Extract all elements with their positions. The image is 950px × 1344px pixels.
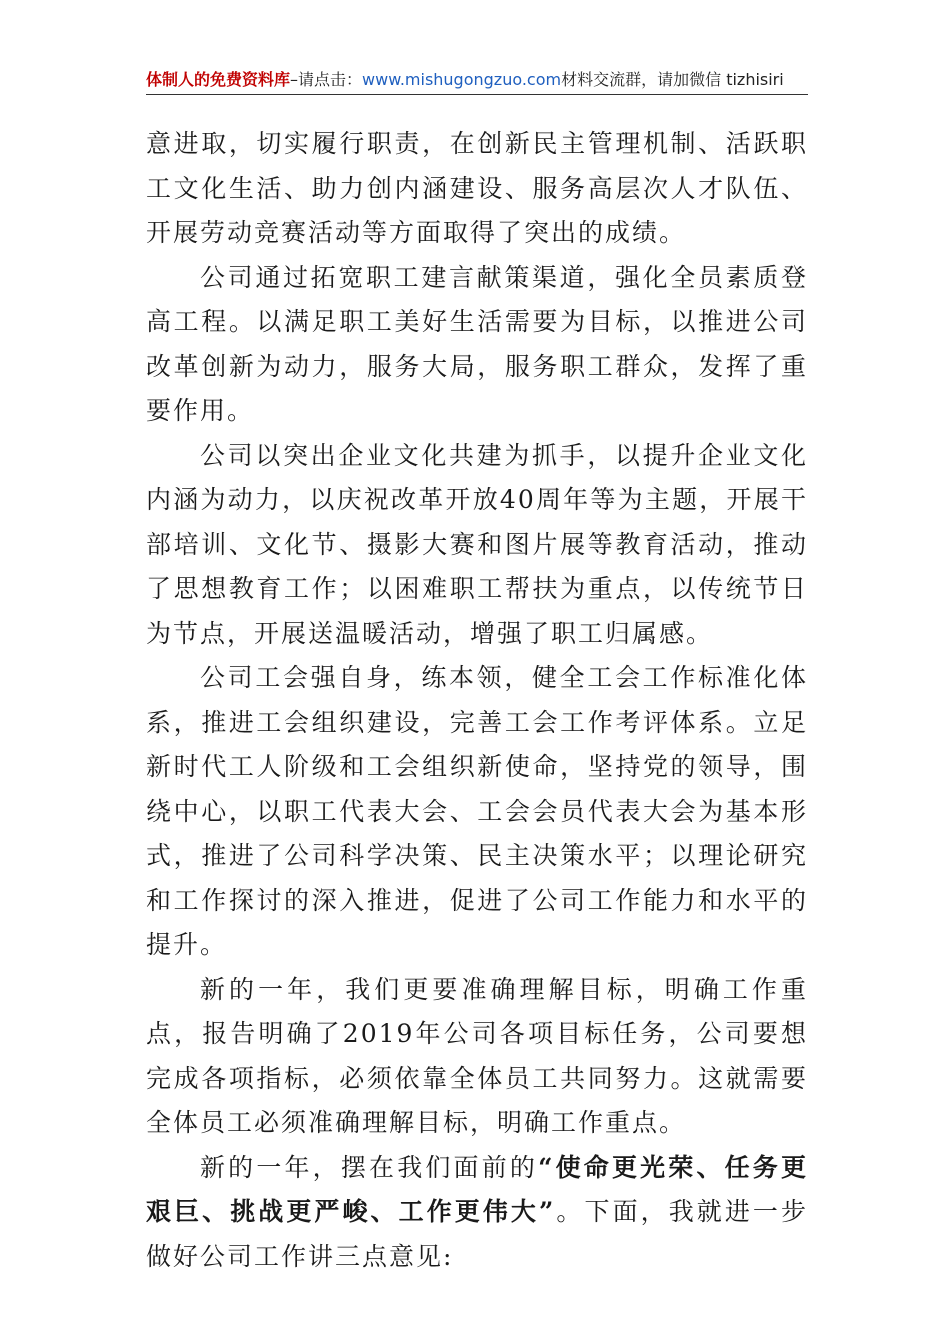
paragraph-culture: 公司以突出企业文化共建为抓手，以提升企业文化内涵为动力，以庆祝改革开放40周年等为主题，开展干部培训、文化节、摄影大赛和图片展等教育活动，推动了思想教育工作；以困难职工帮扶为重点，以传统节日为节点，开展送温暖活动，增强了职工归属感。 (146, 440, 808, 648)
final-emphasis: “使命更光荣、任务更艰巨、挑战更严峻、工作更伟大” (146, 1152, 808, 1226)
paragraph-union: 公司工会强自身，练本领，健全工会工作标准化体系，推进工会组织建设，完善工会工作考评体系。立足新时代工人阶级和工会组织新使命，坚持党的领导，围绕中心，以职工代表大会、工会会员代表大会为基本形式，推进了公司科学决策、民主决策水平；以理论研究和工作探讨的深入推进，促进了公司工作能力和水平的提升。 (146, 663, 808, 959)
header-url-link[interactable]: www.mishugongzuo.com (362, 70, 562, 89)
header-prompt: –请点击： (290, 70, 363, 89)
final-tail: 。下面，我就进一步做好公司工作讲三点意见: (146, 1197, 808, 1271)
paragraph-suggestions: 公司通过拓宽职工建言献策渠道，强化全员素质登高工程。以满足职工美好生活需要为目标，以推进公司改革创新为动力，服务大局，服务职工群众，发挥了重要作用。 (146, 262, 808, 425)
page-header (146, 66, 808, 95)
header-brand: 体制人的免费资料库 (146, 70, 291, 89)
paragraph-new-year-goals: 新的一年，我们更要准确理解目标，明确工作重点，报告明确了2019年公司各项目标任务，公司要想完成各项指标，必须依靠全体员工共同努力。这就需要全体员工必须准确理解目标，明确工作重点。 (146, 974, 808, 1137)
header-suffix: 材料交流群，请加微信 tizhisiri (561, 70, 784, 89)
paragraph-final (146, 1146, 808, 1280)
paragraph-continuation: 意进取，切实履行职责，在创新民主管理机制、活跃职工文化生活、助力创内涵建设、服务高层次人才队伍、开展劳动竞赛活动等方面取得了突出的成绩。 (146, 129, 808, 247)
final-lead: 新的一年，摆在我们面前的 (200, 1152, 539, 1182)
document-body (146, 122, 808, 1279)
